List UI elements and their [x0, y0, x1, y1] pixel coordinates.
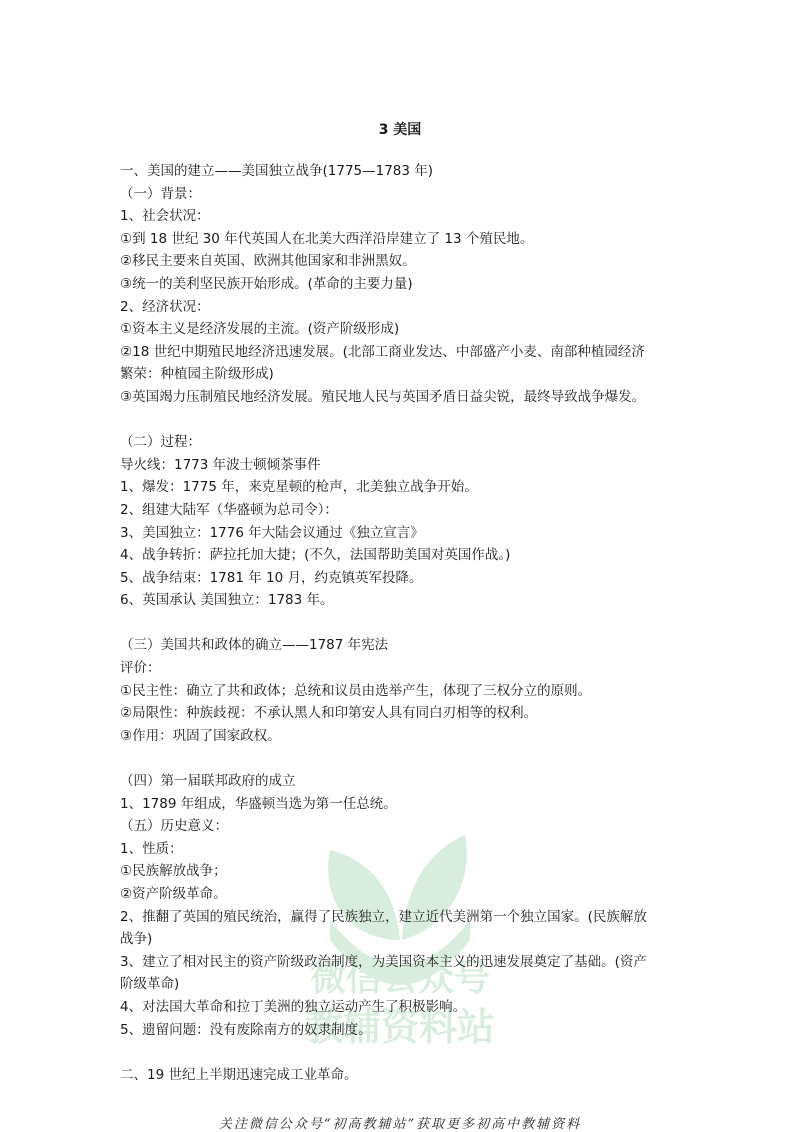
text-line: （四）第一届联邦政府的成立	[120, 773, 296, 790]
text-line: （五）历史意义：	[120, 818, 228, 835]
text-line: ①民主性：确立了共和政体；总统和议员由选举产生，体现了三权分立的原则。	[120, 682, 592, 699]
text-line: 阶级革命)	[120, 976, 180, 993]
text-line: 3、建立了相对民主的资产阶级政治制度，为美国资本主义的迅速发展奠定了基础。(资产	[120, 953, 647, 970]
text-line: ②资产阶级革命。	[120, 886, 227, 902]
text-line: ①民族解放战争；	[120, 863, 227, 880]
text-line: 2、推翻了英国的殖民统治，赢得了民族独立，建立近代美洲第一个独立国家。(民族解放	[120, 908, 647, 925]
text-line: 二、19 世纪上半期迅速完成工业革命。	[120, 1066, 358, 1083]
text-line: ②移民主要来自英国、欧洲其他国家和非洲黑奴。	[120, 253, 416, 270]
blank-line	[120, 612, 690, 635]
text-line: （二）过程：	[120, 434, 201, 451]
watermark-text-2: 教辅资料站	[304, 1005, 496, 1049]
blank-line	[120, 747, 690, 770]
blank-line	[120, 409, 690, 432]
text-line: （一）背景：	[120, 185, 201, 202]
text-line: 5、战争结束：1781 年 10 月，约克镇英军投降。	[120, 569, 423, 586]
text-line: ①资本主义是经济发展的主流。(资产阶级形成)	[120, 321, 400, 338]
text-line: ③作用：巩固了国家政权。	[120, 727, 281, 744]
text-line: 1、社会状况：	[120, 208, 210, 225]
text-line: 1、1789 年组成，华盛顿当选为第一任总统。	[120, 795, 397, 812]
text-line: 2、组建大陆军（华盛顿为总司令）：	[120, 501, 338, 518]
text-line: ①到 18 世纪 30 年代英国人在北美大西洋沿岸建立了 13 个殖民地。	[120, 230, 534, 247]
text-line: 6、英国承认 美国独立：1783 年。	[120, 592, 334, 609]
document-body	[120, 160, 690, 1086]
text-line: 导火线：1773 年波士顿倾茶事件	[120, 456, 321, 473]
text-line: ②18 世纪中期殖民地经济迅速发展。(北部工商业发达、中部盛产小麦、南部种植园经济	[120, 343, 645, 360]
text-line: 评价：	[120, 660, 161, 677]
page-title: 3 美国	[378, 122, 422, 138]
text-line: 4、对法国大革命和拉丁美洲的独立运动产生了积极影响。	[120, 998, 467, 1015]
text-line: 1、爆发：1775 年，来克星顿的枪声，北美独立战争开始。	[120, 479, 478, 496]
text-line: 4、战争转折：萨拉托加大捷；(不久，法国帮助美国对英国作战。)	[120, 547, 511, 564]
text-line: 1、性质：	[120, 840, 183, 857]
watermark-text-1: 微信公众号	[309, 958, 491, 999]
text-line: ③英国竭力压制殖民地经济发展。殖民地人民与英国矛盾日益尖锐，最终导致战争爆发。	[120, 388, 646, 405]
text-line: 繁荣：种植园主阶级形成)	[120, 366, 274, 383]
text-line: （三）美国共和政体的确立——1787 年宪法	[120, 637, 389, 654]
text-line: 一、美国的建立——美国独立战争(1775—1783 年)	[120, 163, 434, 179]
text-line: 3、美国独立：1776 年大陆会议通过《独立宣言》	[120, 524, 424, 541]
page-footer: 关注微信公众号“初高教辅站”获取更多初高中教辅资料	[218, 1117, 582, 1132]
text-line: 2、经济状况：	[120, 298, 210, 315]
text-line: ②局限性：种族歧视：不承认黑人和印第安人具有同白刃相等的权利。	[120, 705, 538, 722]
blank-line	[120, 1041, 690, 1064]
text-line: 5、遗留问题：没有废除南方的奴隶制度。	[120, 1021, 372, 1038]
text-line: ③统一的美利坚民族开始形成。(革命的主要力量)	[120, 275, 413, 292]
text-line: 战争)	[120, 931, 153, 948]
